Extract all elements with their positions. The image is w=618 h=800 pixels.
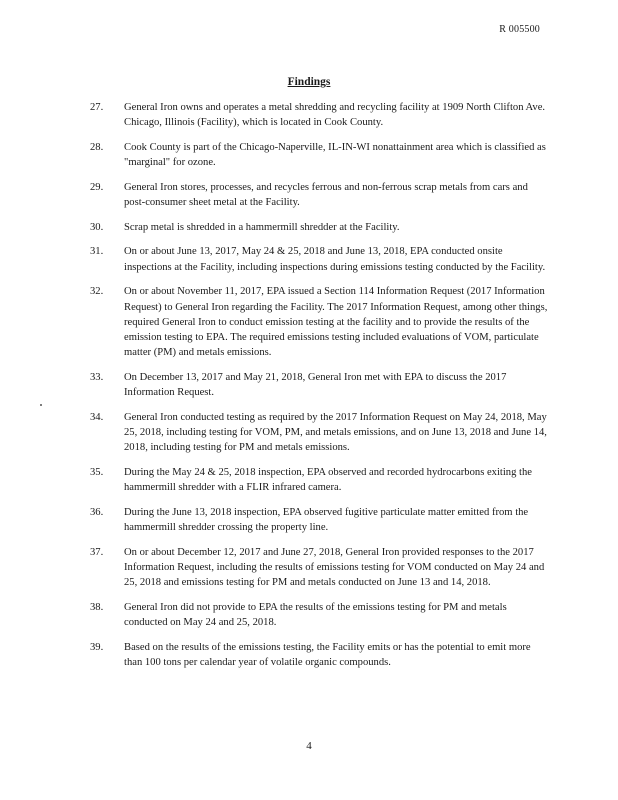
finding-item (90, 370, 550, 400)
finding-item (90, 505, 550, 535)
finding-item (90, 220, 550, 235)
finding-number: 30. (90, 221, 104, 233)
finding-number: 27. (90, 102, 104, 113)
finding-text: On or about June 13, 2017, May 24 & 25, 2018 and June 13, 2018, EPA conducted onsite inspections at the Facility, including inspections during emissions testing conducted by the Facility. (124, 246, 546, 273)
bates-number: R 005500 (499, 24, 540, 35)
scan-artifact-dot (40, 404, 42, 406)
finding-text: On or about November 11, 2017, EPA issued a Section 114 Information Request (2017 Information Request) to General Iron regarding the Facility. The 2017 Information Request, among other things, required General Iron to conduct emission testing at the facility and to provide the results of the emission testing to EPA. The required emissions testing included evaluations of VOM, particulate matter (PM) and metals emissions. (124, 286, 548, 359)
finding-text: On or about December 12, 2017 and June 27, 2018, General Iron provided responses to the 2017 Information Request, including the results of emissions testing for VOM conducted on May 24 and 25, 2018 and emissions testing for PM and metals conducted on June 13 and 14, 2018. (124, 546, 545, 589)
finding-text: On December 13, 2017 and May 21, 2018, General Iron met with EPA to discuss the 2017 Information Request. (124, 371, 507, 399)
finding-item (90, 465, 550, 495)
finding-item (90, 100, 550, 130)
finding-item (90, 180, 550, 210)
page-number: 4 (306, 740, 312, 752)
finding-text: During the June 13, 2018 inspection, EPA observed fugitive particulate matter emitted from the hammermill shredder crossing the property line. (124, 506, 529, 533)
finding-item (90, 284, 550, 360)
finding-text: General Iron stores, processes, and recycles ferrous and non-ferrous scrap metals from cars and post-consumer sheet metal at the Facility. (124, 181, 528, 209)
finding-text: General Iron owns and operates a metal shredding and recycling facility at 1909 North Clifton Ave. Chicago, Illinois (Facility), which is located in Cook County. (124, 102, 546, 129)
finding-number: 29. (90, 181, 104, 193)
finding-item (90, 410, 550, 456)
finding-text: Cook County is part of the Chicago-Naperville, IL-IN-WI nonattainment area which is classified as "marginal" for ozone. (124, 141, 546, 169)
finding-number: 36. (90, 506, 104, 518)
finding-number: 28. (90, 141, 104, 153)
finding-text: During the May 24 & 25, 2018 inspection, EPA observed and recorded hydrocarbons exiting the hammermill shredder with a FLIR infrared camera. (124, 466, 532, 494)
finding-item (90, 140, 550, 170)
finding-item (90, 545, 550, 591)
finding-number: 39. (90, 641, 104, 653)
finding-number: 32. (90, 286, 104, 298)
finding-number: 38. (90, 601, 104, 613)
finding-number: 35. (90, 466, 104, 478)
finding-item (90, 600, 550, 630)
finding-item (90, 244, 550, 274)
finding-text: Based on the results of the emissions testing, the Facility emits or has the potential to emit more than 100 tons per calendar year of volatile organic compounds. (124, 641, 531, 668)
finding-text: Scrap metal is shredded in a hammermill shredder at the Facility. (124, 221, 400, 233)
section-heading: Findings (287, 76, 331, 88)
finding-text: General Iron did not provide to EPA the results of the emissions testing for PM and metals conducted on May 24 and 25, 2018. (124, 601, 507, 628)
findings-list (90, 100, 550, 680)
finding-text: General Iron conducted testing as required by the 2017 Information Request on May 24, 2018, May 25, 2018, including testing for VOM, PM, and metals emissions, and on June 13, 2018 and June 14, 2018, including testing for PM and metals emissions. (124, 411, 547, 454)
finding-number: 34. (90, 411, 104, 423)
finding-number: 31. (90, 246, 104, 258)
finding-item (90, 640, 550, 670)
finding-number: 33. (90, 371, 104, 383)
finding-number: 37. (90, 546, 104, 558)
